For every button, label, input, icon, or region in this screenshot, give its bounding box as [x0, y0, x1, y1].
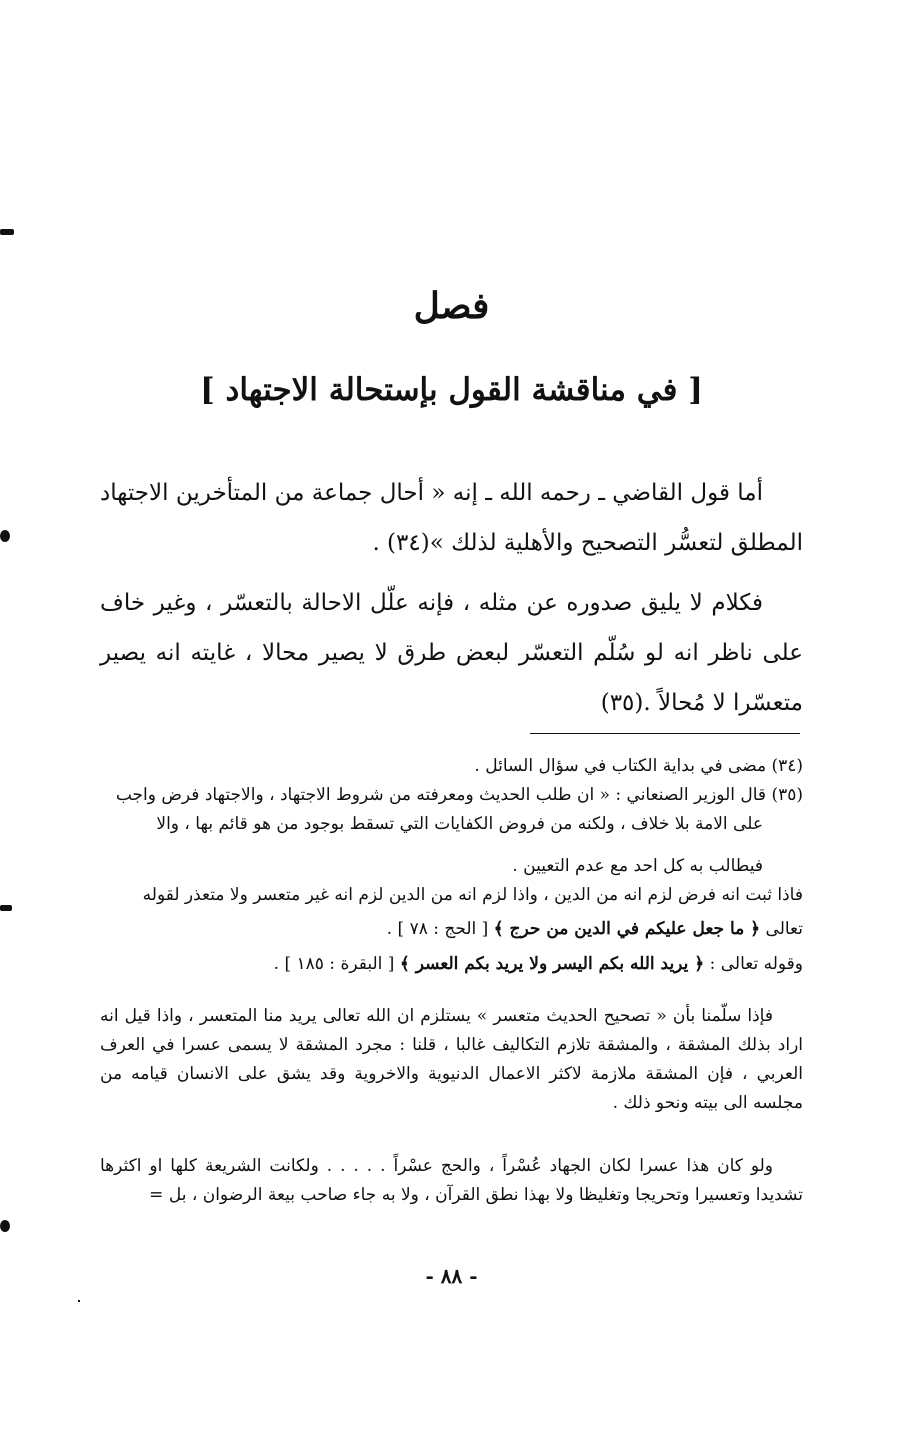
chapter-title: فصل	[413, 285, 490, 327]
footnote-text: وقوله تعالى :	[704, 954, 803, 974]
footnote-35-paragraph: فإذا سلّمنا بأن « تصحيح الحديث متعسر » يستلزم ان الله تعالى يريد منا المتعسر ، واذا قيل انه اراد بذلك المشقة ، والمشقة تلازم التكاليف غالبا ، قلنا : مجرد المشقة لا يسمى عسرا في العرف العربي ، فإن المشقة ملازمة لاكثر الاعمال الدنيوية والاخروية وقد يشق على الانسان قيامه من مجلسه الى بيته ونحو ذلك .	[100, 1006, 803, 1113]
citation: [ الحج : ٧٨ ] .	[386, 919, 494, 939]
footnote-35-line: فيطالب به كل احد مع عدم التعيين .	[512, 856, 763, 876]
footnote-34: (٣٤) مضى في بداية الكتاب في سؤال السائل .	[474, 756, 803, 776]
footnote-35-line: فاذا ثبت انه فرض لزم انه من الدين ، واذا لزم انه من الدين لزم انه غير متعسر ولا متعذر لقوله	[142, 885, 803, 905]
footnote-35-line: (٣٥) قال الوزير الصنعاني : « ان طلب الحديث ومعرفته من شروط الاجتهاد ، والاجتهاد فرض واجب	[115, 785, 803, 805]
page-number: - ٨٨ -	[425, 1264, 478, 1288]
quran-quote: ﴿ ما جعل عليكم في الدين من حرج ﴾	[493, 919, 761, 939]
scan-artifact	[0, 1220, 10, 1232]
body-paragraph: فكلام لا يليق صدوره عن مثله ، فإنه علّل الاحالة بالتعسّر ، وغير خاف على ناظر انه لو سُلّم التعسّر لبعض طرق لا يصير محالا ، غايته انه يصير متعسّرا لا مُحالاً .(٣٥)	[100, 590, 803, 716]
footnote-text: تعالى	[760, 919, 803, 939]
footnote-35-paragraph: ولو كان هذا عسرا لكان الجهاد عُسْراً ، والحج عسْراً . . . . . ولكانت الشريعة كلها او اكثرها تشديدا وتعسيرا وتحريجا وتغليظا ولا بهذا نطق القرآن ، ولا به جاء صاحب بيعة الرضوان ، بل =	[100, 1156, 803, 1205]
scan-artifact	[0, 530, 10, 542]
body-paragraph: أما قول القاضي ـ رحمه الله ـ إنه « أحال جماعة من المتأخرين الاجتهاد المطلق لتعسُّر التصحيح والأهلية لذلك »(٣٤) .	[100, 480, 803, 556]
footnote-separator	[530, 733, 800, 734]
scan-artifact	[0, 905, 12, 911]
footnote-35-line: على الامة بلا خلاف ، ولكنه من فروض الكفايات التي تسقط بوجود من هو قائم بها ، والا	[156, 814, 763, 834]
citation: [ البقرة : ١٨٥ ] .	[273, 954, 400, 974]
quran-quote: ﴿ يريد الله بكم اليسر ولا يريد بكم العسر ﴾	[399, 954, 705, 974]
footnote-35-line	[100, 950, 803, 979]
scan-artifact	[78, 1300, 80, 1302]
footnote-35-line	[100, 915, 803, 944]
scan-artifact	[0, 229, 14, 235]
section-title: [ في مناقشة القول بإستحالة الاجتهاد ]	[200, 372, 703, 408]
